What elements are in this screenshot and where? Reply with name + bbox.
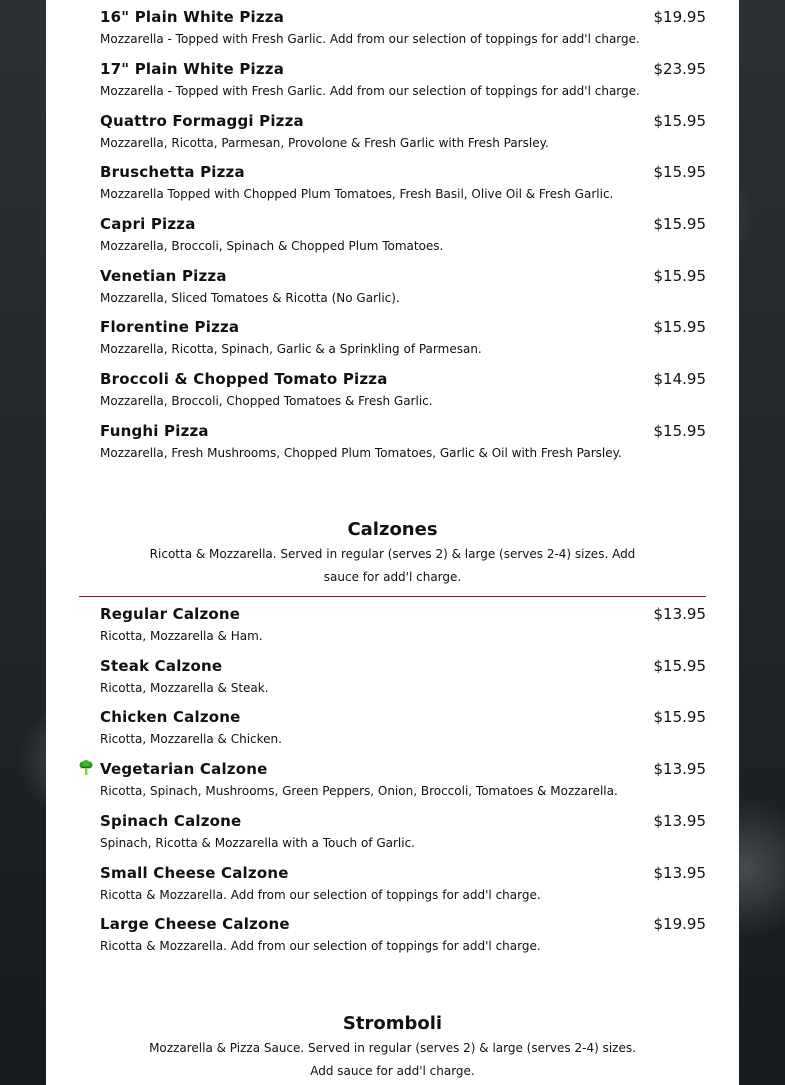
item-price: $13.95 xyxy=(653,605,706,623)
item-description: Ricotta, Mozzarella & Steak. xyxy=(100,681,269,695)
broccoli-icon xyxy=(78,760,94,776)
item-price: $19.95 xyxy=(653,915,706,933)
item-description: Ricotta, Mozzarella & Chicken. xyxy=(100,732,282,746)
item-description: Mozzarella - Topped with Fresh Garlic. Add from our selection of toppings for add'l charge. xyxy=(100,84,640,98)
item-price: $14.95 xyxy=(653,370,706,388)
item-description: Ricotta, Mozzarella & Ham. xyxy=(100,629,263,643)
item-description: Mozzarella Topped with Chopped Plum Tomatoes, Fresh Basil, Olive Oil & Fresh Garlic. xyxy=(100,187,614,201)
item-name: Vegetarian Calzone xyxy=(100,760,268,778)
section-title-stromboli: Stromboli xyxy=(342,1013,443,1034)
item-description: Mozzarella, Sliced Tomatoes & Ricotta (No Garlic). xyxy=(100,291,400,305)
item-description: Spinach, Ricotta & Mozzarella with a Touch of Garlic. xyxy=(100,836,415,850)
item-price: $15.95 xyxy=(653,422,706,440)
item-name: Bruschetta Pizza xyxy=(100,163,245,181)
item-price: $15.95 xyxy=(653,112,706,130)
section-title-calzones: Calzones xyxy=(347,519,438,540)
item-name: Regular Calzone xyxy=(100,605,241,623)
item-name: 17" Plain White Pizza xyxy=(100,60,285,78)
item-name: Broccoli & Chopped Tomato Pizza xyxy=(100,370,388,388)
item-price: $15.95 xyxy=(653,267,706,285)
menu-page xyxy=(46,0,739,1085)
item-name: Quattro Formaggi Pizza xyxy=(100,112,304,130)
item-name: Steak Calzone xyxy=(100,657,223,675)
section-note-calzones: Ricotta & Mozzarella. Served in regular (serves 2) & large (serves 2-4) sizes. Add sauce for add'l charge. xyxy=(149,547,636,584)
item-name: Funghi Pizza xyxy=(100,422,209,440)
item-name: Small Cheese Calzone xyxy=(100,864,289,882)
item-description: Mozzarella, Fresh Mushrooms, Chopped Plum Tomatoes, Garlic & Oil with Fresh Parsley. xyxy=(100,446,622,460)
item-name: Chicken Calzone xyxy=(100,708,241,726)
item-price: $19.95 xyxy=(653,8,706,26)
item-price: $15.95 xyxy=(653,708,706,726)
item-name: 16" Plain White Pizza xyxy=(100,8,285,26)
item-description: Mozzarella, Ricotta, Parmesan, Provolone & Fresh Garlic with Fresh Parsley. xyxy=(100,136,549,150)
item-description: Ricotta & Mozzarella. Add from our selection of toppings for add'l charge. xyxy=(100,939,541,953)
item-description: Mozzarella, Broccoli, Chopped Tomatoes & Fresh Garlic. xyxy=(100,394,433,408)
item-price: $13.95 xyxy=(653,864,706,882)
item-name: Spinach Calzone xyxy=(100,812,242,830)
item-price: $13.95 xyxy=(653,760,706,778)
item-name: Florentine Pizza xyxy=(100,318,240,336)
item-price: $15.95 xyxy=(653,215,706,233)
item-name: Large Cheese Calzone xyxy=(100,915,290,933)
item-description: Ricotta & Mozzarella. Add from our selection of toppings for add'l charge. xyxy=(100,888,541,902)
item-description: Mozzarella, Ricotta, Spinach, Garlic & a Sprinkling of Parmesan. xyxy=(100,342,482,356)
item-name: Capri Pizza xyxy=(100,215,196,233)
item-price: $15.95 xyxy=(653,318,706,336)
item-price: $13.95 xyxy=(653,812,706,830)
item-description: Ricotta, Spinach, Mushrooms, Green Peppers, Onion, Broccoli, Tomatoes & Mozzarella. xyxy=(100,784,618,798)
item-price: $15.95 xyxy=(653,163,706,181)
section-note-stromboli: Mozzarella & Pizza Sauce. Served in regular (serves 2) & large (serves 2-4) sizes. Add sauce for add'l charge. xyxy=(149,1041,636,1078)
section-divider xyxy=(79,596,706,597)
item-description: Mozzarella - Topped with Fresh Garlic. Add from our selection of toppings for add'l charge. xyxy=(100,32,640,46)
item-price: $23.95 xyxy=(653,60,706,78)
item-description: Mozzarella, Broccoli, Spinach & Chopped Plum Tomatoes. xyxy=(100,239,444,253)
item-name: Venetian Pizza xyxy=(100,267,227,285)
item-price: $15.95 xyxy=(653,657,706,675)
